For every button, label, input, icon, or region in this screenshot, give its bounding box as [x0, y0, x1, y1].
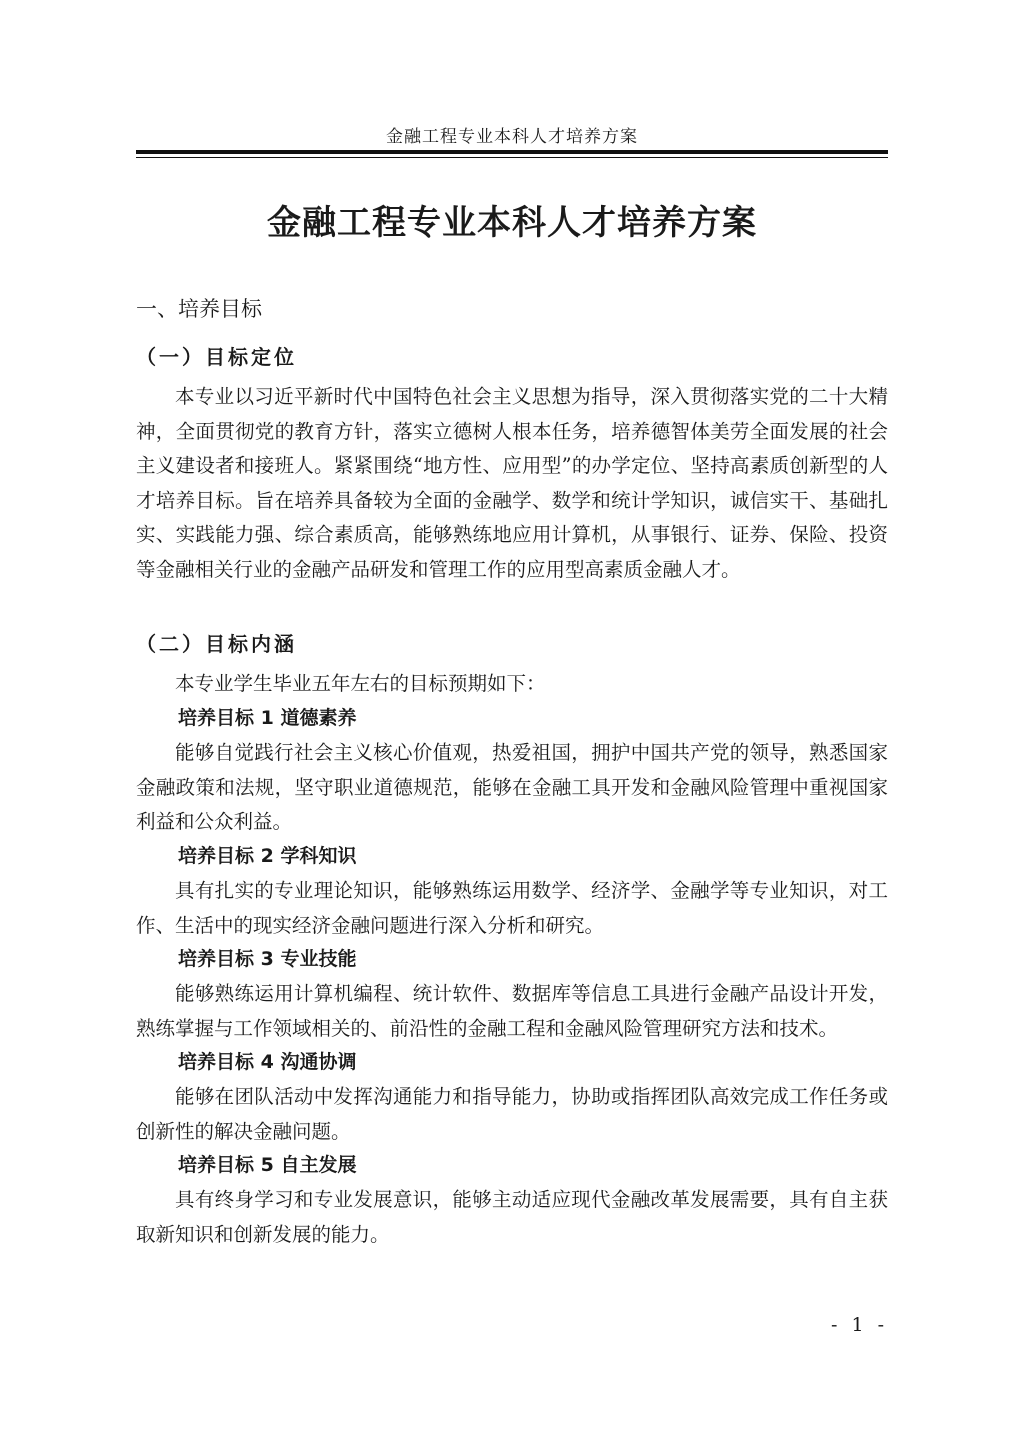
goal-heading-2: 培养目标 2 学科知识 — [178, 845, 357, 867]
goal-text-2: 具有扎实的专业理论知识，能够熟练运用数学、经济学、金融学等专业知识，对工作、生活中的现实经济金融问题进行深入分析和研究。 — [136, 879, 888, 937]
header-rule-thick — [136, 150, 888, 154]
goal-text-1: 能够自觉践行社会主义核心价值观，热爱祖国，拥护中国共产党的领导，熟悉国家金融政策和法规，坚守职业道德规范，能够在金融工具开发和金融风险管理中重视国家利益和公众利益。 — [136, 741, 888, 833]
goal-text-3: 能够熟练运用计算机编程、统计软件、数据库等信息工具进行金融产品设计开发，熟练掌握与工作领域相关的、前沿性的金融工程和金融风险管理研究方法和技术。 — [136, 982, 888, 1040]
goal-heading-4: 培养目标 4 沟通协调 — [178, 1051, 357, 1073]
goal-text-4: 能够在团队活动中发挥沟通能力和指导能力，协助或指挥团队高效完成工作任务或创新性的解决金融问题。 — [136, 1085, 888, 1143]
header-rule-thin — [136, 157, 888, 158]
running-header: 金融工程专业本科人才培养方案 — [386, 127, 638, 147]
document-title: 金融工程专业本科人才培养方案 — [267, 203, 757, 243]
goal-text-5: 具有终身学习和专业发展意识，能够主动适应现代金融改革发展需要，具有自主获取新知识和创新发展的能力。 — [136, 1188, 888, 1246]
goal-heading-3: 培养目标 3 专业技能 — [178, 948, 357, 970]
section-heading: 一、培养目标 — [136, 297, 262, 321]
goal-heading-5: 培养目标 5 自主发展 — [178, 1154, 357, 1176]
subsection-heading-positioning: （一）目标定位 — [136, 345, 297, 369]
paragraph-intro: 本专业学生毕业五年左右的目标预期如下： — [175, 672, 546, 695]
subsection-heading-connotation: （二）目标内涵 — [136, 632, 297, 656]
paragraph-positioning: 本专业以习近平新时代中国特色社会主义思想为指导，深入贯彻落实党的二十大精神，全面贯彻党的教育方针，落实立德树人根本任务，培养德智体美劳全面发展的社会主义建设者和接班人。紧紧围绕“地方性、应用型”的办学定位、坚持高素质创新型的人才培养目标。旨在培养具备较为全面的金融学、数学和统计学知识，诚信实干、基础扎实、实践能力强、综合素质高，能够熟练地应用计算机，从事银行、证券、保险、投资等金融相关行业的金融产品研发和管理工作的应用型高素质金融人才。 — [136, 385, 888, 581]
page-number: - 1 - — [830, 1314, 888, 1336]
goal-heading-1: 培养目标 1 道德素养 — [178, 707, 357, 729]
